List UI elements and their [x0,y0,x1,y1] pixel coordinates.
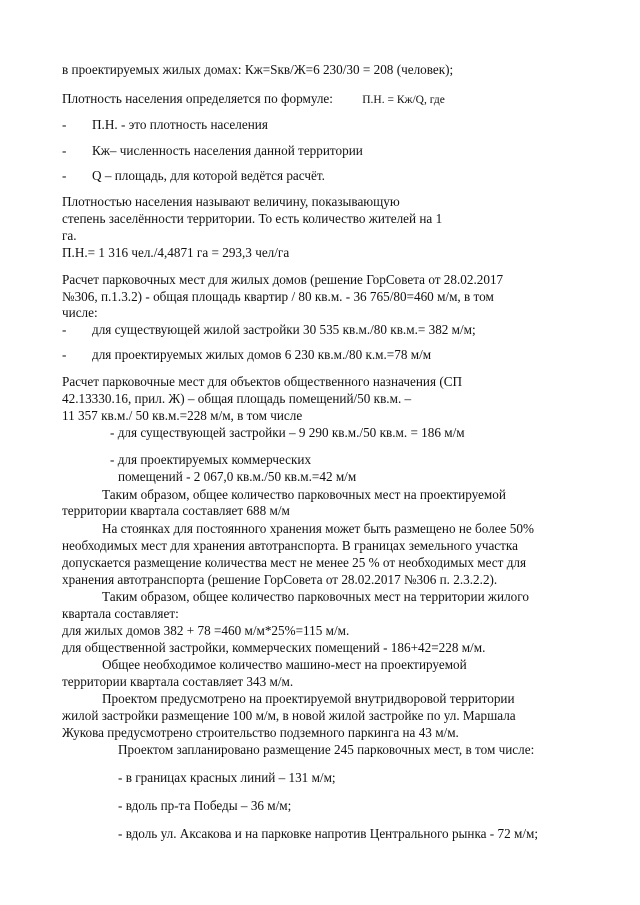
line-storage-3: допускается размещение количества мест не менее 25 % от необходимых мест для [62,555,527,570]
line-storage-4: хранения автотранспорта (решение ГорСовета от 28.02.2017 №306 п. 2.3.2.2). [62,572,498,587]
bullet-text: П.Н. - это плотность населения [92,117,268,132]
density-formula: П.Н. = Кж/Q, где [362,94,445,106]
line-storage-2: необходимых мест для хранения автотранспорта. В границах земельного участка [62,538,518,553]
line-storage-1: На стоянках для постоянного хранения может быть размещено не более 50% [102,521,534,536]
bullet-marker: - [62,347,67,362]
line-residential-parking-3: числе: [62,305,98,320]
line-density-calculation: П.Н.= 1 316 чел./4,4871 га = 293,3 чел/га [62,245,290,260]
line-quarter-total-1: Таким образом, общее количество парковочных мест на территории жилого [102,589,529,604]
line-planned-spaces: Проектом запланировано размещение 245 парковочных мест, в том числе: [118,742,535,757]
bullet-marker: - [62,168,67,183]
line-density-definition-3: га. [62,228,77,243]
line-public-parking-2: 42.13330.16, прил. Ж) – общая площадь помещений/50 кв.м. – [62,391,412,406]
line-required-spaces-2: территории квартала составляет 343 м/м. [62,674,294,689]
line-public-parking-1: Расчет парковочные мест для объектов общественного назначения (СП [62,374,463,389]
density-formula-text: Плотность населения определяется по формуле: [62,91,333,106]
line-density-definition-1: Плотностью населения называют величину, показывающую [62,194,400,209]
line-commercial-2: помещений - 2 067,0 кв.м./50 кв.м.=42 м/м [118,469,357,484]
line-housing-calc: для жилых домов 382 + 78 =460 м/м*25%=115 м/м. [62,623,350,638]
line-residential-parking-2: №306, п.1.3.2) - общая площадь квартир / 80 кв.м. - 36 765/80=460 м/м, в том [62,289,494,304]
line-red-lines: - в границах красных линий – 131 м/м; [118,770,336,785]
bullet-marker: - [62,322,67,337]
line-public-calc: для общественной застройки, коммерческих помещений - 186+42=228 м/м. [62,640,486,655]
line-project-2: жилой застройки размещение 100 м/м, в новой жилой застройке по ул. Маршала [62,708,516,723]
line-pobedy-avenue: - вдоль пр-та Победы – 36 м/м; [118,798,292,813]
bullet-text: Кж– численность населения данной территории [92,143,363,158]
bullet-marker: - [62,117,67,132]
line-resident-count: в проектируемых жилых домах: Кж=Sкв/Ж=6 230/30 = 208 (человек); [62,62,454,77]
line-aksakova-street: - вдоль ул. Аксакова и на парковке напротив Центрального рынка - 72 м/м; [118,826,539,841]
line-density-formula-intro [62,91,445,108]
line-commercial-1: - для проектируемых коммерческих [110,452,312,467]
line-density-definition-2: степень заселённости территории. То есть количество жителей на 1 [62,211,443,226]
line-total-parking-1: Таким образом, общее количество парковочных мест на проектируемой [102,487,506,502]
bullet-text: Q – площадь, для которой ведётся расчёт. [92,168,325,183]
line-total-parking-2: территории квартала составляет 688 м/м [62,503,290,518]
bullet-text: для существующей жилой застройки 30 535 кв.м./80 кв.м.= 382 м/м; [92,322,476,337]
bullet-text: для проектируемых жилых домов 6 230 кв.м./80 к.м.=78 м/м [92,347,432,362]
line-required-spaces-1: Общее необходимое количество машино-мест на проектируемой [102,657,467,672]
line-public-parking-3: 11 357 кв.м./ 50 кв.м.=228 м/м, в том числе [62,408,303,423]
line-existing-buildings: - для существующей застройки – 9 290 кв.м./50 кв.м. = 186 м/м [110,425,465,440]
line-project-1: Проектом предусмотрено на проектируемой внутридворовой территории [102,691,515,706]
line-quarter-total-2: квартала составляет: [62,606,179,621]
line-project-3: Жукова предусмотрено строительство подземного паркинга на 43 м/м. [62,725,459,740]
bullet-marker: - [62,143,67,158]
line-residential-parking-1: Расчет парковочных мест для жилых домов (решение ГорСовета от 28.02.2017 [62,272,504,287]
